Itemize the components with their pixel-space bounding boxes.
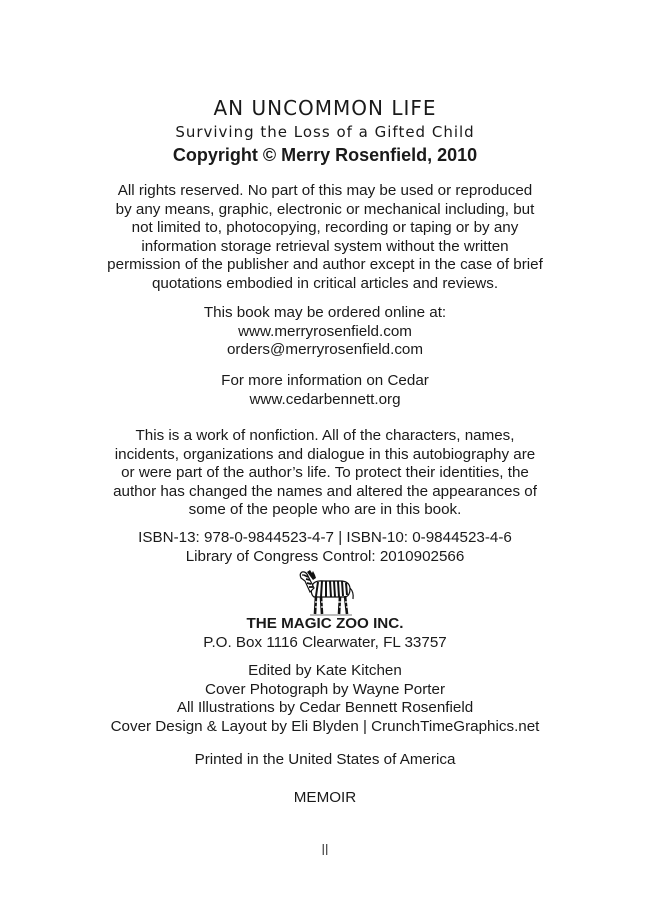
copyright-line: Copyright © Merry Rosenfield, 2010 [172, 145, 478, 165]
page-number: ll [321, 842, 329, 859]
isbn-numbers: ISBN-13: 978-0-9844523-4-7 | ISBN-10: 0-9844523-4-6 [138, 529, 512, 546]
rights-line: information storage retrieval system without the written [141, 237, 509, 255]
publisher-block [0, 615, 650, 652]
order-email: orders@merryrosenfield.com [226, 341, 424, 359]
rights-line: by any means, graphic, electronic or mechanical including, but [115, 200, 535, 218]
genre-label: MEMOIR [293, 789, 357, 806]
library-of-congress: Library of Congress Control: 2010902566 [185, 547, 465, 565]
isbn-block [0, 529, 650, 566]
zebra-icon [298, 566, 356, 618]
rights-line: quotations embodied in critical articles and reviews. [151, 274, 499, 292]
disclaimer-line: This is a work of nonfiction. All of the characters, names, [135, 427, 515, 444]
rights-line: All rights reserved. No part of this may be used or reproduced [117, 182, 533, 199]
credit-line: Cover Photograph by Wayne Porter [204, 680, 446, 698]
credit-line: Cover Design & Layout by Eli Blyden | CrunchTimeGraphics.net [110, 717, 540, 735]
order-info [0, 304, 650, 360]
rights-line: not limited to, photocopying, recording or taping or by any [131, 219, 519, 237]
disclaimer-line: incidents, organizations and dialogue in this autobiography are [114, 445, 536, 463]
printed-in: Printed in the United States of America [194, 751, 456, 768]
book-title: AN UNCOMMON LIFE [213, 96, 437, 120]
disclaimer-line: some of the people who are in this book. [188, 501, 462, 519]
disclaimer-line: or were part of the author’s life. To protect their identities, the [121, 464, 529, 482]
cedar-website: www.cedarbennett.org [249, 390, 401, 408]
book-subtitle: Surviving the Loss of a Gifted Child [175, 123, 475, 141]
rights-line: permission of the publisher and author except in the case of brief [107, 256, 543, 274]
order-intro: This book may be ordered online at: [203, 304, 447, 321]
credit-line: All Illustrations by Cedar Bennett Rosenfield [176, 699, 474, 717]
disclaimer-line: author has changed the names and altered the appearances of [113, 482, 537, 500]
cedar-info [0, 372, 650, 409]
cedar-info-intro: For more information on Cedar [221, 372, 429, 389]
nonfiction-disclaimer [0, 427, 650, 520]
credit-line: Edited by Kate Kitchen [248, 662, 402, 679]
rights-paragraph [0, 182, 650, 294]
publisher-address: P.O. Box 1116 Clearwater, FL 33757 [203, 633, 447, 651]
credits-block [0, 662, 650, 736]
order-website: www.merryrosenfield.com [238, 322, 412, 340]
publisher-name: THE MAGIC ZOO INC. [246, 615, 404, 632]
